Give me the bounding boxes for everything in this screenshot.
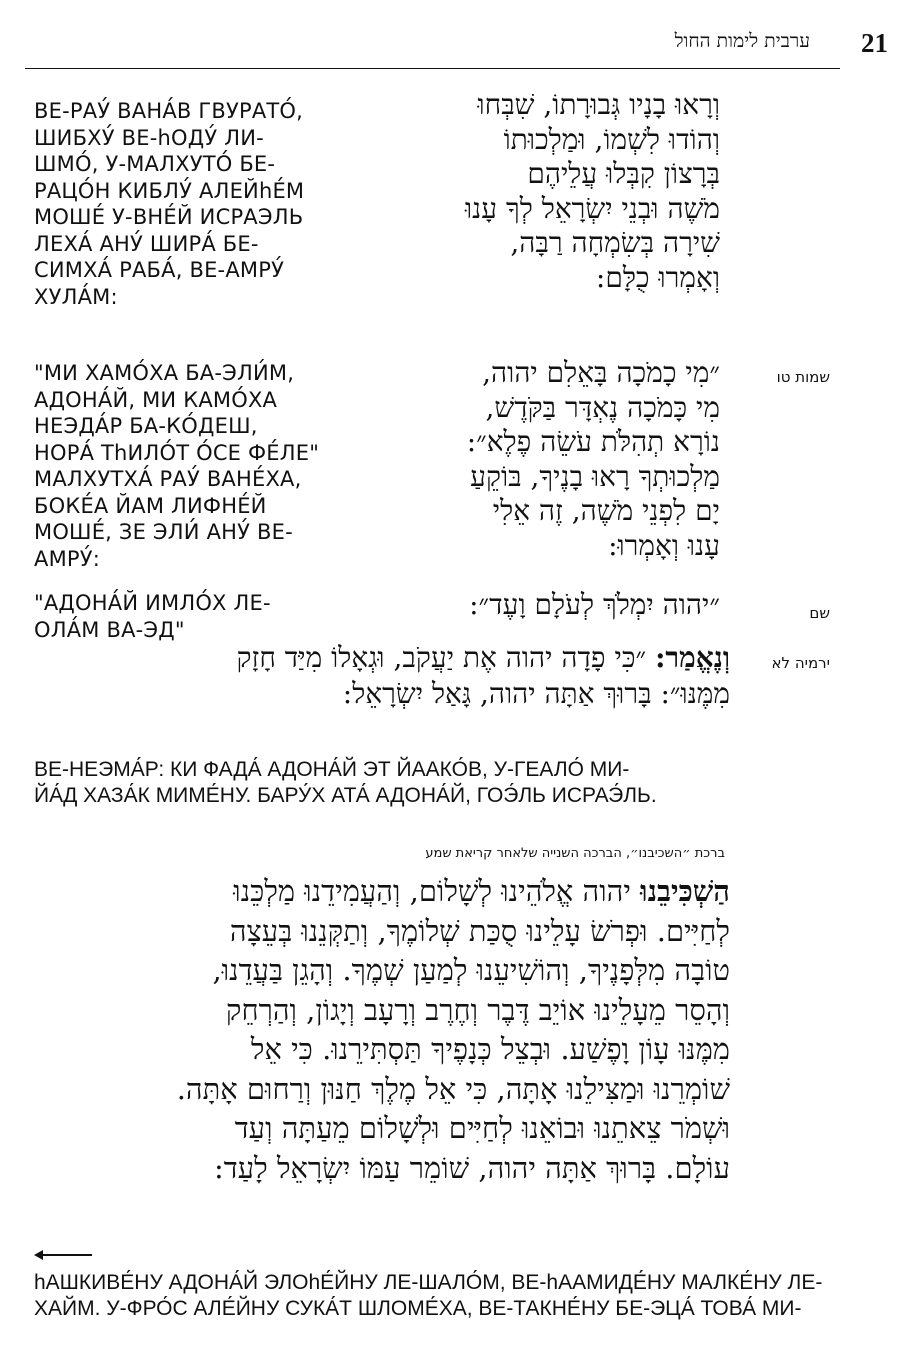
text-line: וְהָסֵר מֵעָלֵינוּ אוֹיֵב דֶּבֶר וְחֶרֶב וְרָעָב וְיָגוֹן, וְהַרְחֵק xyxy=(225,992,730,1027)
margin-reference: ירמיה לא xyxy=(771,654,830,672)
text-line: ШИБХУ́ ВЕ-hОДУ́ ЛИ- xyxy=(34,125,264,150)
transliteration-hashkivenu xyxy=(34,1270,823,1322)
text-line: ״יהוה יִמְלֹךְ לְעֹלָם וָעֶד״: xyxy=(469,588,720,621)
text-line: עָנוּ וְאָמְרוּ: xyxy=(608,528,720,562)
lead-word: וְנֶאֱמַר: xyxy=(655,641,730,674)
running-head: ערבית לימות החול xyxy=(674,30,810,52)
margin-reference: שמות טו xyxy=(776,368,830,386)
text-line: נוֹרָא תְהִלֹּת עֹשֵׂה פֶלֶא״: xyxy=(466,425,720,458)
text-line: ОЛА́М ВА-ЭД" xyxy=(34,617,185,642)
text-line: מִמֶּנּוּ עָוֹן וָפֶשַׁע. וּבְצֵל כְּנָפֶיךָ תַּסְתִּירֵנוּ. כִּי אֵל xyxy=(250,1032,730,1066)
text-line: יָם לִפְנֵי מֹשֶׁה, זֶה אֵלִי xyxy=(492,494,720,527)
text-line: МОШЕ́, ЗЕ ЭЛИ́ АНУ́ ВЕ- xyxy=(34,520,293,544)
transliteration-block-1 xyxy=(34,98,364,310)
text-line: МАЛХУТХА́ РАУ́ ВАНЕ́ХА, xyxy=(34,467,302,491)
text-line: וְרָאוּ בָנָיו גְּבוּרָתוֹ, שִׁבְּחוּ xyxy=(477,88,720,121)
text-line: БОКЕ́А ЙАМ ЛИФНЕ́Й xyxy=(34,493,267,518)
line-rest: ״כִּי פָדָה יהוה אֶת יַעֲקֹב, וּגְאָלוֹ מִיַּד חָזָק xyxy=(236,641,656,674)
text-line: טוֹבָה מִלְּפָנֶיךָ, וְהוֹשִׁיעֵנוּ לְמַעַן שְׁמֶךָ. וְהָגֵן בַּעֲדֵנוּ, xyxy=(212,953,730,987)
text-line: מִי כָּמֹכָה נֶאְדָּר בַּקֹּדֶשׁ, xyxy=(485,390,720,424)
hebrew-block-3 xyxy=(378,588,720,623)
transliteration-block-2 xyxy=(34,360,364,572)
hebrew-hashkivenu xyxy=(30,872,730,1188)
text-line: שִׁירָה בְּשִׂמְחָה רַבָּה, xyxy=(510,226,720,259)
text-line: СИМХА́ РАБА́, ВЕ-АМРУ́ xyxy=(34,258,285,282)
text-line: ВЕ-НЕЭМА́Р: КИ ФАДА́ АДОНА́Й ЭТ ЙААКО́В, У-ГЕАЛО́ МИ- xyxy=(34,758,630,781)
text-line: מִמֶּנּוּ״: בָּרוּךְ אַתָּה יהוה, גָּאַל יִשְׂרָאֵל: xyxy=(342,677,730,710)
hebrew-veneemar xyxy=(30,640,730,712)
text-line xyxy=(30,640,730,676)
text-line: בְּרָצוֹן קִבְּלוּ עֲלֵיהֶם xyxy=(527,157,720,190)
text-line: וּשְׁמֹר צֵאתֵנוּ וּבוֹאֵנוּ לְחַיִּים וּלְשָׁלוֹם מֵעַתָּה וְעַד xyxy=(234,1111,730,1145)
text-line: НЕЭДА́Р БА-КО́ДЕШ, xyxy=(34,414,258,438)
page-number: 21 xyxy=(861,28,888,58)
text-line: РАЦО́Н КИБЛУ́ АЛЕЙhЕ́М xyxy=(34,178,305,203)
text-line: "АДОНА́Й ИМЛО́Х ЛЕ- xyxy=(34,591,271,615)
text-line: עוֹלָם. בָּרוּךְ אַתָּה יהוה, שׁוֹמֵר עַמּוֹ יִשְׂרָאֵל לָעַד: xyxy=(214,1150,730,1185)
hebrew-block-2 xyxy=(378,356,720,563)
text-line xyxy=(30,872,730,912)
transliteration-block-3 xyxy=(34,590,364,643)
text-line: АДОНА́Й, МИ КАМО́ХА xyxy=(34,387,278,412)
text-line: НОРА́ ТhИЛО́Т О́СЕ ФЕ́ЛЕ" xyxy=(34,440,320,465)
text-line: ЛЕХА́ АНУ́ ШИРА́ БЕ- xyxy=(34,231,259,256)
text-line: ШМО́, У-МАЛХУТО́ БЕ- xyxy=(34,152,276,176)
text-line: АМРУ́: xyxy=(34,546,101,571)
text-line: ״מִי כָמֹכָה בָּאֵלִם יהוה, xyxy=(482,356,720,389)
text-line: שׁוֹמְרֵנוּ וּמַצִּילֵנוּ אָתָּה, כִּי אֵל מֶלֶךְ חַנּוּן וְרַחוּם אָתָּה. xyxy=(176,1071,730,1106)
text-line: מַלְכוּתְךָ רָאוּ בָנֶיךָ, בּוֹקֵעַ xyxy=(470,459,720,493)
text-line: "МИ ХАМО́ХА БА-ЭЛИ́М, xyxy=(34,361,295,385)
text-line: ХУЛА́М: xyxy=(34,284,118,309)
transliteration-veneemar xyxy=(34,757,724,809)
text-line: МОШЕ́ У-ВНЕ́Й ИСРАЭЛЬ xyxy=(34,205,304,229)
text-line: hАШКИВЕ́НУ АДОНА́Й ЭЛОhЕ́ЙНУ ЛЕ-ШАЛО́М, ВЕ-hААМИДЕ́НУ МАЛКЕ́НУ ЛЕ- xyxy=(34,1271,823,1294)
arrow-left-icon xyxy=(34,1248,94,1262)
text-line: ЙА́Д ХАЗА́К МИМЕ́НУ. БАРУ́Х АТА́ АДОНА́Й, ГОЭ́ЛЬ ИСРАЭ́ЛЬ. xyxy=(34,784,657,807)
lead-word: הַשְׁכִּיבֵנוּ xyxy=(640,874,730,908)
hebrew-block-1 xyxy=(378,88,720,295)
text-line: לְחַיִּים. וּפְרֹשׂ עָלֵינוּ סֻכַּת שְׁלוֹמֶךָ, וְתַקְּנֵנוּ בְּעֵצָה xyxy=(229,913,730,948)
text-line: מֹשֶׁה וּבְנֵי יִשְׂרָאֵל לְךָ עָנוּ xyxy=(464,191,720,225)
text-line: ХАЙМ. У-ФРО́С АЛЕ́ЙНУ СУКА́Т ШЛОМЕ́ХА, ВЕ-ТАКНЕ́НУ БЕ-ЭЦА́ ТОВА́ МИ- xyxy=(34,1297,802,1320)
text-line: ВЕ-РАУ́ ВАНА́В ГВУРАТО́, xyxy=(34,99,304,123)
line-rest: יהוה אֱלֹהֵינוּ לְשָׁלוֹם, וְהַעֲמִידֵנוּ מַלְכֵּנוּ xyxy=(233,874,641,908)
header-rule xyxy=(25,68,840,69)
margin-reference: שם xyxy=(809,604,830,622)
section-caption: ברכת ״השכיבנו״, הברכה השנייה שלאחר קריאת שמע xyxy=(425,846,725,861)
text-line: וְאָמְרוּ כֻלָּם: xyxy=(595,260,720,294)
text-line: וְהוֹדוּ לִשְׁמוֹ, וּמַלְכוּתוֹ xyxy=(503,122,720,156)
